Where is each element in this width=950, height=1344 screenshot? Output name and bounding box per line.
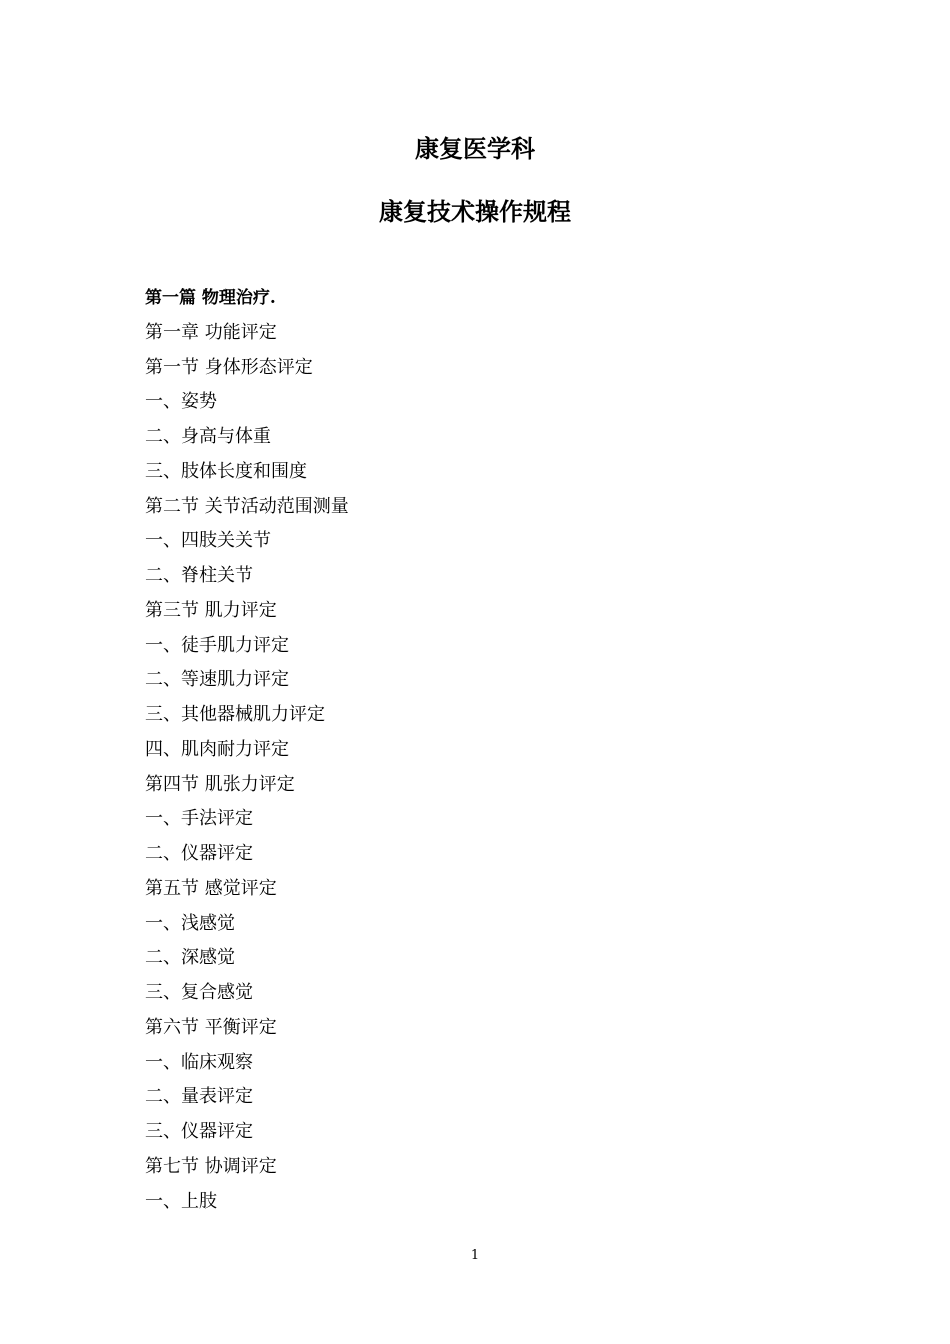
- toc-entry: 第四节 肌张力评定: [145, 773, 295, 795]
- toc-entry: 一、徒手肌力评定: [145, 634, 289, 656]
- toc-entry: 三、复合感觉: [145, 982, 253, 1003]
- toc-entry: 四、肌肉耐力评定: [145, 738, 289, 760]
- toc-entry: 第七节 协调评定: [145, 1155, 277, 1177]
- toc-entry: 一、上肢: [145, 1190, 217, 1212]
- toc-entry: 第一章 功能评定: [145, 321, 277, 343]
- toc-entry: 一、四肢关关节: [145, 530, 271, 552]
- toc-entry: 二、脊柱关节: [145, 565, 253, 586]
- toc-entry: 二、仪器评定: [145, 843, 253, 864]
- page-number: 1: [470, 1248, 480, 1263]
- toc-entry: 第二节 关节活动范围测量: [145, 495, 349, 517]
- toc-entry: 一、姿势: [145, 391, 217, 413]
- toc-entry: 三、肢体长度和围度: [145, 460, 307, 482]
- toc-entry: 第六节 平衡评定: [145, 1016, 277, 1038]
- document-title: 康复医学科: [415, 134, 535, 163]
- toc-entry: 二、等速肌力评定: [145, 669, 289, 691]
- toc-entry: 三、仪器评定: [145, 1121, 253, 1142]
- toc-entry: 二、身高与体重: [145, 426, 271, 447]
- toc-entry: 二、量表评定: [145, 1086, 253, 1108]
- toc-entry: 一、手法评定: [145, 808, 253, 830]
- toc-entry: 一、浅感觉: [145, 912, 235, 934]
- toc-entry: 第一篇 物理治疗.: [145, 288, 276, 308]
- toc-entry: 二、深感觉: [145, 947, 235, 969]
- toc-entry: 第三节 肌力评定: [145, 599, 277, 621]
- document-subtitle: 康复技术操作规程: [379, 197, 571, 226]
- toc-entry: 一、临床观察: [145, 1051, 253, 1073]
- toc-entry: 第五节 感觉评定: [145, 877, 277, 899]
- toc-entry: 三、其他器械肌力评定: [145, 704, 325, 725]
- toc-entry: 第一节 身体形态评定: [145, 356, 313, 378]
- table-of-contents: [145, 284, 805, 1222]
